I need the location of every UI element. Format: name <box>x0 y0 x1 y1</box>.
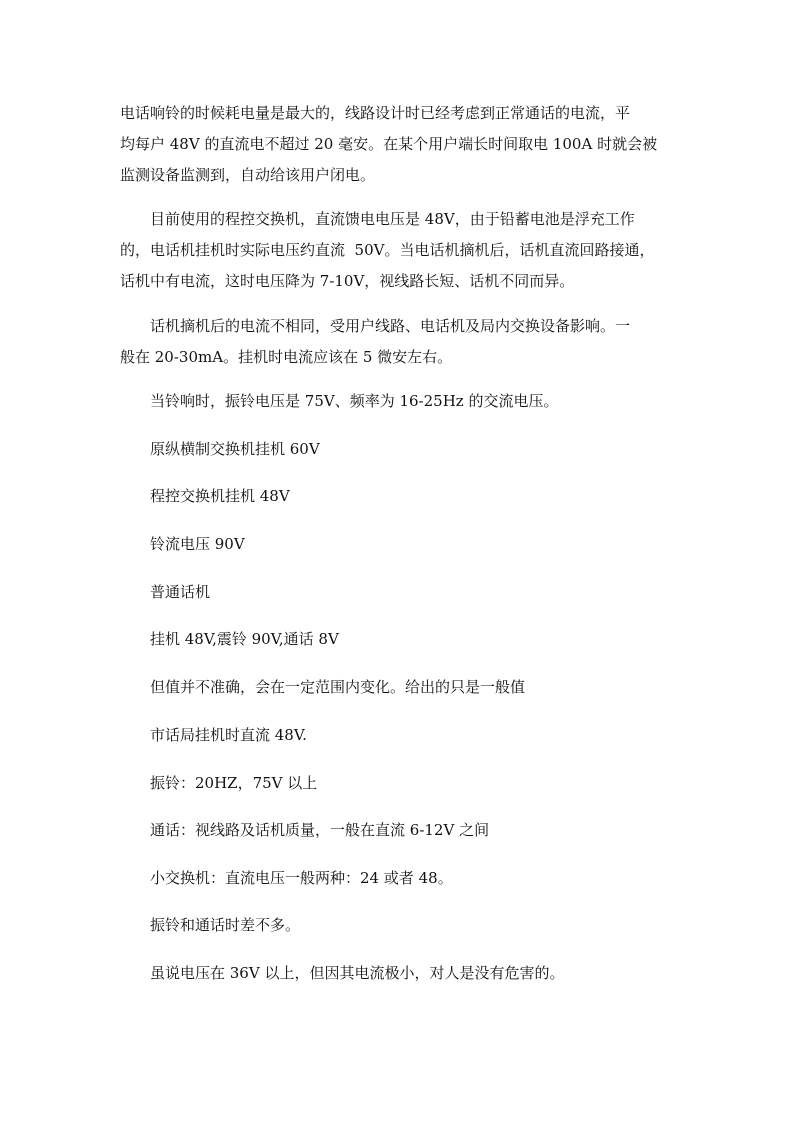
paragraph-safety: 虽说电压在 36V 以上，但因其电流极小，对人是没有危害的。 <box>150 964 565 982</box>
paragraph-2-line-3: 话机中有电流，这时电压降为 7-10V，视线路长短、话机不同而异。 <box>120 272 575 290</box>
paragraph-1-line-3: 监测设备监测到，自动给该用户闭电。 <box>120 166 376 184</box>
paragraph-program-onhook: 程控交换机挂机 48V <box>150 487 290 505</box>
paragraph-city-exchange: 市话局挂机时直流 48V. <box>150 726 307 744</box>
paragraph-ring-voltage: 当铃响时，振铃电压是 75V、频率为 16-25Hz 的交流电压。 <box>150 392 559 410</box>
paragraph-value-note: 但值并不准确，会在一定范围内变化。给出的只是一般值 <box>150 678 526 696</box>
paragraph-talking: 通话：视线路及话机质量，一般在直流 6-12V 之间 <box>150 821 490 839</box>
paragraph-1-line-1: 电话响铃的时候耗电量是最大的，线路设计时已经考虑到正常通话的电流，平 <box>120 104 631 122</box>
paragraph-ordinary-phone: 普通话机 <box>150 583 211 601</box>
paragraph-small-exchange: 小交换机：直流电压一般两种：24 或者 48。 <box>150 869 453 887</box>
paragraph-3-line-2: 般在 20-30mA。挂机时电流应该在 5 微安左右。 <box>120 348 453 366</box>
paragraph-3-line-1: 话机摘机后的电流不相同，受用户线路、电话机及局内交换设备影响。一 <box>150 317 631 335</box>
paragraph-crossbar-onhook: 原纵横制交换机挂机 60V <box>150 440 320 458</box>
paragraph-2-line-1: 目前使用的程控交换机，直流馈电电压是 48V，由于铅蓄电池是浮充工作 <box>150 210 635 228</box>
paragraph-phone-values: 挂机 48V,震铃 90V,通话 8V <box>150 630 339 648</box>
paragraph-ring-current-voltage: 铃流电压 90V <box>150 535 245 553</box>
paragraph-2-line-2: 的，电话机挂机时实际电压约直流 50V。当电话机摘机后，话机直流回路接通， <box>120 241 655 259</box>
paragraph-ringing: 振铃：20HZ，75V 以上 <box>150 774 318 792</box>
paragraph-1-line-2: 均每户 48V 的直流电不超过 20 毫安。在某个用户端长时间取电 100A 时就会被 <box>120 135 658 153</box>
paragraph-similar: 振铃和通话时差不多。 <box>150 916 301 934</box>
